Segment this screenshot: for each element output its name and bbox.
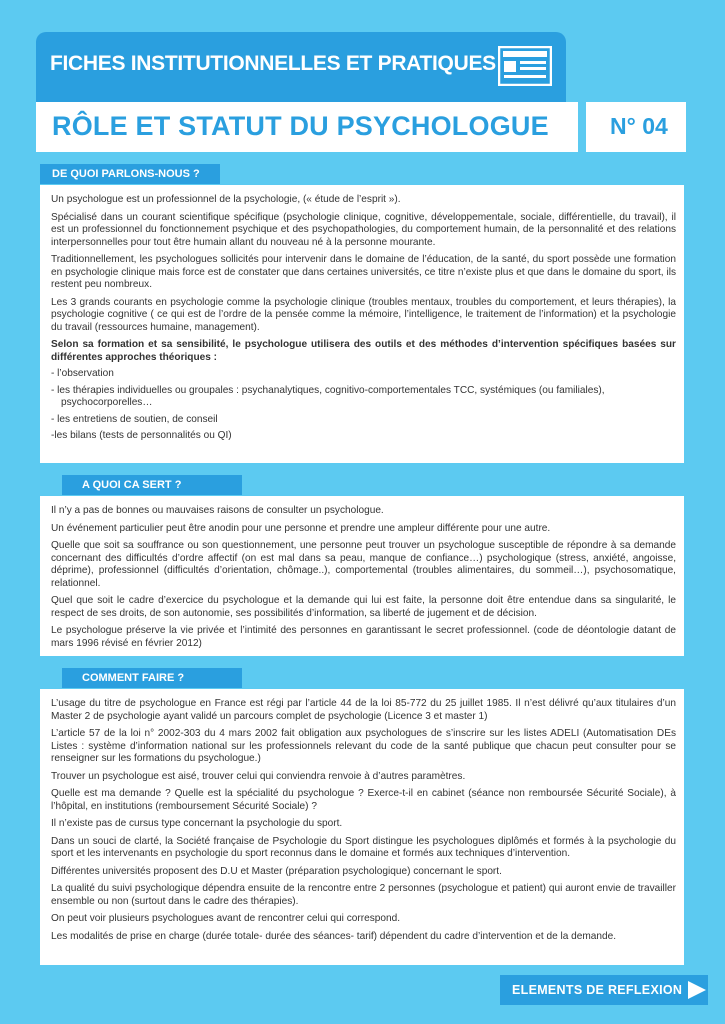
paragraph: Les 3 grands courants en psychologie comme la psychologie clinique (troubles mentaux, troubles du comportement, et leurs thérapies), la psychologie cognitive ( ce qui est de l’ordre de la pensée comme la mémoire, l’intelligence, le traitement de l’information) et la psychologie du travail (ressources humaine, management). bbox=[51, 296, 676, 333]
document-icon bbox=[498, 46, 552, 86]
elements-de-reflexion-button[interactable] bbox=[500, 975, 708, 1005]
section-label-de-quoi: DE QUOI PARLONS-NOUS ? bbox=[40, 164, 220, 184]
header-category-bar bbox=[36, 32, 566, 102]
sheet-number: N° 04 bbox=[610, 113, 668, 139]
section-label-a-quoi: A QUOI CA SERT ? bbox=[62, 475, 242, 495]
paragraph: La qualité du suivi psychologique dépendra ensuite de la rencontre entre 2 personnes (psychologue et patient) qui auront envie de travailler ensemble ou non (surtout dans le cadre des thérapies). bbox=[51, 883, 676, 907]
paragraph: Un psychologue est un professionnel de la psychologie, (« étude de l’esprit »). bbox=[51, 194, 401, 205]
paragraph: Quelle est ma demande ? Quelle est la spécialité du psychologue ? Exerce-t-il en cabinet (séance non remboursée Sécurité Sociale), à l’hôpital, en institutions (remboursement Sécurité Sociale) ? bbox=[51, 788, 676, 812]
section-box-a-quoi bbox=[40, 496, 684, 656]
paragraph: Spécialisé dans un courant scientifique spécifique (psychologie clinique, cognitive, développementale, sociale, différentielle, du travail), il est un professionnel du fonctionnement psychique et des psychopathologies, du comportement humain, de la personnalité et des relations interpersonnelles pour tout être humain allant du nouveau né à la personne mourante. bbox=[51, 211, 676, 248]
paragraph: Un événement particulier peut être anodin pour une personne et prendre une ampleur différente pour une autre. bbox=[51, 522, 551, 534]
paragraph: Quel que soit le cadre d’exercice du psychologue et la demande qui lui est faite, la personne doit être entendue dans sa singularité, le respect de ses droits, de son autonomie, ses possibilités d’information, sa liberté de jugement et de décision. bbox=[51, 595, 676, 619]
paragraph: Le psychologue préserve la vie privée et l’intimité des personnes en garantissant le secret professionnel. (code de déontologie datant de mars 1996 révisé en février 2012) bbox=[51, 625, 676, 649]
paragraph: Différentes universités proposent des D.U et Master (préparation psychologique) concernant le sport. bbox=[51, 865, 502, 877]
page-title: RÔLE ET STATUT DU PSYCHOLOGUE bbox=[52, 111, 549, 141]
paragraph: Trouver un psychologue est aisé, trouver celui qui conviendra renvoie à d’autres paramètres. bbox=[51, 770, 466, 782]
paragraph: Traditionnellement, les psychologues sollicités pour intervenir dans le domaine de l’éducation, de la santé, du sport possède une formation en psychologie clinique mais force est de constater que dans certaines universités, ce titre n’existe plus et que dans le domaine du sport, ils restent peu nombreux. bbox=[51, 254, 676, 290]
list-item: - les thérapies individuelles ou groupales : psychanalytiques, cognitivo-comportementales TCC, systémiques (ou familiales), psychocorporelles… bbox=[51, 384, 605, 408]
paragraph: Il n’existe pas de cursus type concernant la psychologie du sport. bbox=[51, 818, 343, 829]
section-box-de-quoi bbox=[40, 185, 684, 463]
paragraph: Il n’y a pas de bonnes ou mauvaises raisons de consulter un psychologue. bbox=[51, 505, 384, 516]
button-label: ELEMENTS DE REFLEXION bbox=[512, 983, 683, 997]
section-label-comment: COMMENT FAIRE ? bbox=[62, 668, 242, 688]
paragraph: Les modalités de prise en charge (durée totale- durée des séances- tarif) dépendent du cadre d’intervention et de la demande. bbox=[51, 930, 617, 942]
paragraph: L’usage du titre de psychologue en France est régi par l’article 44 de la loi 85-772 du 25 juillet 1985. Il n’est délivré qu’aux titulaires d’un Master 2 de psychologie ayant validé un parcours complet de psychologie (Licence 3 et master 1) bbox=[51, 698, 676, 722]
list-item: - l’observation bbox=[51, 368, 114, 379]
paragraph: On peut voir plusieurs psychologues avant de rencontrer celui qui correspond. bbox=[51, 913, 400, 924]
page-title-bar bbox=[36, 102, 578, 152]
section-box-comment bbox=[40, 689, 684, 965]
paragraph-bold: Selon sa formation et sa sensibilité, le psychologue utilisera des outils et des méthodes d’intervention spécifiques basées sur différentes approches théoriques : bbox=[51, 339, 676, 363]
sheet-number-box bbox=[586, 102, 686, 152]
paragraph: L’article 57 de la loi n° 2002-303 du 4 mars 2002 fait obligation aux psychologues de s’inscrire sur les listes ADELI (Automatisation DEs Listes : système d’information national sur les professionnels relevant du code de la santé publique que chacun peut consulter pour se renseigner sur les formations du psychologue.) bbox=[51, 728, 676, 764]
list-item: - les entretiens de soutien, de conseil bbox=[51, 413, 218, 425]
category-title: FICHES INSTITUTIONNELLES ET PRATIQUES bbox=[50, 52, 496, 75]
paragraph: Quelle que soit sa souffrance ou son questionnement, une personne peut trouver un psychologue susceptible de répondre à sa demande concernant des difficultés d’ordre affectif (on est mal dans sa peau, manque de confiance…) psychologique (stress, anxiété, angoisse, déprime), professionnel (difficultés d’orientation, chômage..), comportemental (troubles alimentaires, du sommeil…), psychosomatique, relationnel. bbox=[51, 540, 676, 589]
arrow-right-icon bbox=[688, 981, 706, 999]
list-item: -les bilans (tests de personnalités ou QI) bbox=[51, 430, 232, 441]
paragraph: Dans un souci de clarté, la Société française de Psychologie du Sport distingue les psychologues diplômés et formés à la psychologie du sport et les intervenants en psychologie du sport reconnus dans le domaine et formés aux techniques d’intervention. bbox=[51, 835, 676, 859]
